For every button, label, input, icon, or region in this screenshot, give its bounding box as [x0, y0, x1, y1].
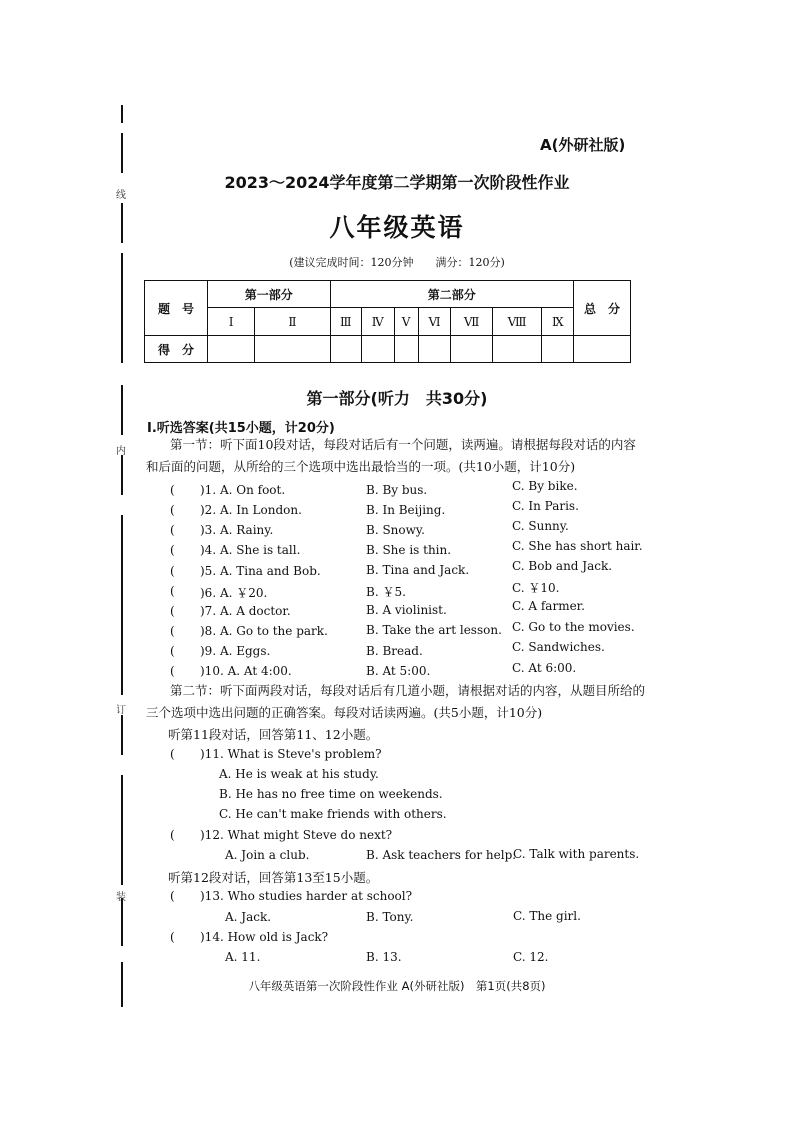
question-option-a: )3. A. Rainy. — [200, 523, 274, 537]
question-option-b: B. Ask teachers for help. — [366, 848, 517, 862]
numeral-cell: Ⅸ — [542, 308, 574, 336]
question-option-b: B. Tony. — [366, 910, 414, 924]
question-option-b: B. Bread. — [366, 644, 423, 658]
part1-title: 第一部分(听力 共30分) — [306, 389, 488, 408]
question-option-c: C. He can't make friends with others. — [219, 807, 447, 821]
binding-line — [121, 715, 123, 755]
question-option-a: )5. A. Tina and Bob. — [200, 564, 321, 578]
question-option-a: )7. A. A doctor. — [200, 604, 291, 618]
question-option-c: C. 12. — [513, 950, 549, 964]
question-option-b: B. She is thin. — [366, 543, 452, 557]
exam-info: (建议完成时间：120分钟 满分：120分) — [289, 256, 505, 269]
edition-label: A(外研社版) — [540, 136, 626, 154]
numeral-cell: Ⅷ — [492, 308, 542, 336]
question-stem: )11. What is Steve's problem? — [200, 747, 382, 761]
question-option-c: C. Go to the movies. — [512, 620, 635, 634]
binding-margin-char: 装 — [116, 892, 126, 903]
question-stem: )13. Who studies harder at school? — [200, 889, 413, 903]
answer-paren[interactable]: ( — [170, 584, 175, 598]
total-score-cell[interactable] — [574, 336, 631, 363]
question-option-b: B. Tina and Jack. — [366, 563, 470, 577]
numeral-cell: Ⅶ — [451, 308, 492, 336]
binding-line — [121, 775, 123, 885]
question-option-b: B. Take the art lesson. — [366, 623, 502, 637]
page-footer: 八年级英语第一次阶段性作业 A(外研社版) 第1页(共8页) — [248, 979, 546, 993]
answer-paren[interactable]: ( — [170, 747, 175, 761]
question-option-b: B. Snowy. — [366, 523, 425, 537]
answer-paren[interactable]: ( — [170, 523, 175, 537]
binding-line — [121, 515, 123, 695]
question-option-b: B. 13. — [366, 950, 402, 964]
section1-heading: Ⅰ.听选答案(共15小题，计20分) — [147, 421, 335, 436]
question-option-b: B. At 5:00. — [366, 664, 431, 678]
answer-paren[interactable]: ( — [170, 828, 175, 842]
answer-paren[interactable]: ( — [170, 930, 175, 944]
question-stem: )14. How old is Jack? — [200, 930, 329, 944]
question-option-a: A. 11. — [225, 950, 261, 964]
answer-paren[interactable]: ( — [170, 564, 175, 578]
answer-paren[interactable]: ( — [170, 889, 175, 903]
question-option-c: C. She has short hair. — [512, 539, 643, 553]
score-cell[interactable] — [451, 336, 492, 363]
question-stem: )12. What might Steve do next? — [200, 828, 393, 842]
question-option-a: )10. A. At 4:00. — [200, 664, 292, 678]
answer-paren[interactable]: ( — [170, 644, 175, 658]
score-cell[interactable] — [394, 336, 418, 363]
numeral-cell: Ⅵ — [418, 308, 451, 336]
score-cell[interactable] — [418, 336, 451, 363]
numeral-cell: Ⅲ — [330, 308, 361, 336]
binding-line — [121, 105, 123, 123]
section1-instruction: 第一节：听下面10段对话，每段对话后有一个问题，读两遍。请根据每段对话的内容和后面的问题，从所给的三个选项中选出最恰当的一项。(共10小题，计10分) — [146, 437, 636, 474]
question-option-a: )6. A. ￥20. — [200, 586, 268, 600]
subject-title: 八年级英语 — [329, 213, 465, 242]
question-option-a: A. He is weak at his study. — [219, 767, 379, 781]
numeral-cell: Ⅱ — [255, 308, 330, 336]
binding-line — [121, 455, 123, 495]
question-option-c: C. Bob and Jack. — [512, 559, 613, 573]
part2-header: 第二部分 — [330, 281, 573, 308]
score-label: 得 分 — [145, 336, 208, 363]
total-header: 总 分 — [574, 281, 631, 336]
part1-header: 第一部分 — [208, 281, 331, 308]
binding-line — [121, 898, 123, 946]
numeral-cell: Ⅳ — [362, 308, 395, 336]
score-cell[interactable] — [542, 336, 574, 363]
question-option-c: C. By bike. — [512, 479, 578, 493]
score-table — [144, 280, 631, 363]
question-label: 题 号 — [145, 281, 208, 336]
answer-paren[interactable]: ( — [170, 664, 175, 678]
binding-line — [121, 133, 123, 173]
question-option-b: B. A violinist. — [366, 603, 447, 617]
question-option-c: C. Talk with parents. — [513, 847, 640, 861]
question-option-c: C. In Paris. — [512, 499, 579, 513]
question-option-c: C. ￥10. — [512, 581, 560, 595]
question-option-c: C. At 6:00. — [512, 661, 577, 675]
question-option-b: B. In Beijing. — [366, 503, 446, 517]
score-cell[interactable] — [492, 336, 542, 363]
question-option-a: A. Join a club. — [225, 848, 310, 862]
question-option-a: )2. A. In London. — [200, 503, 302, 517]
answer-paren[interactable]: ( — [170, 604, 175, 618]
question-option-b: B. ￥5. — [366, 585, 406, 599]
score-cell[interactable] — [255, 336, 330, 363]
question-option-a: )8. A. Go to the park. — [200, 624, 328, 638]
exam-title: 2023～2024学年度第二学期第一次阶段性作业 — [224, 173, 570, 192]
numeral-cell: Ⅴ — [394, 308, 418, 336]
answer-paren[interactable]: ( — [170, 543, 175, 557]
question-option-c: C. Sunny. — [512, 519, 569, 533]
question-option-c: C. Sandwiches. — [512, 640, 605, 654]
dialog11-note: 听第11段对话，回答第11、12小题。 — [168, 727, 379, 742]
binding-margin-char: 内 — [116, 446, 126, 457]
question-option-a: )4. A. She is tall. — [200, 543, 301, 557]
question-option-a: )9. A. Eggs. — [200, 644, 271, 658]
question-option-c: C. A farmer. — [512, 599, 585, 613]
score-cell[interactable] — [330, 336, 361, 363]
binding-margin-char: 订 — [116, 705, 126, 716]
numeral-cell: Ⅰ — [208, 308, 255, 336]
question-option-a: )1. A. On foot. — [200, 483, 286, 497]
question-option-a: A. Jack. — [225, 910, 272, 924]
question-option-b: B. He has no free time on weekends. — [219, 787, 443, 801]
score-cell[interactable] — [362, 336, 395, 363]
answer-paren[interactable]: ( — [170, 624, 175, 638]
binding-margin-char: 线 — [116, 190, 126, 201]
section2-instruction: 第二节：听下面两段对话，每段对话后有几道小题，请根据对话的内容，从题目所给的三个选项中选出问题的正确答案。每段对话读两遍。(共5小题，计10分) — [146, 683, 646, 720]
answer-paren[interactable]: ( — [170, 483, 175, 497]
answer-paren[interactable]: ( — [170, 503, 175, 517]
question-option-c: C. The girl. — [513, 909, 581, 923]
question-option-b: B. By bus. — [366, 483, 428, 497]
dialog12-note: 听第12段对话，回答第13至15小题。 — [168, 870, 379, 885]
score-cell[interactable] — [208, 336, 255, 363]
